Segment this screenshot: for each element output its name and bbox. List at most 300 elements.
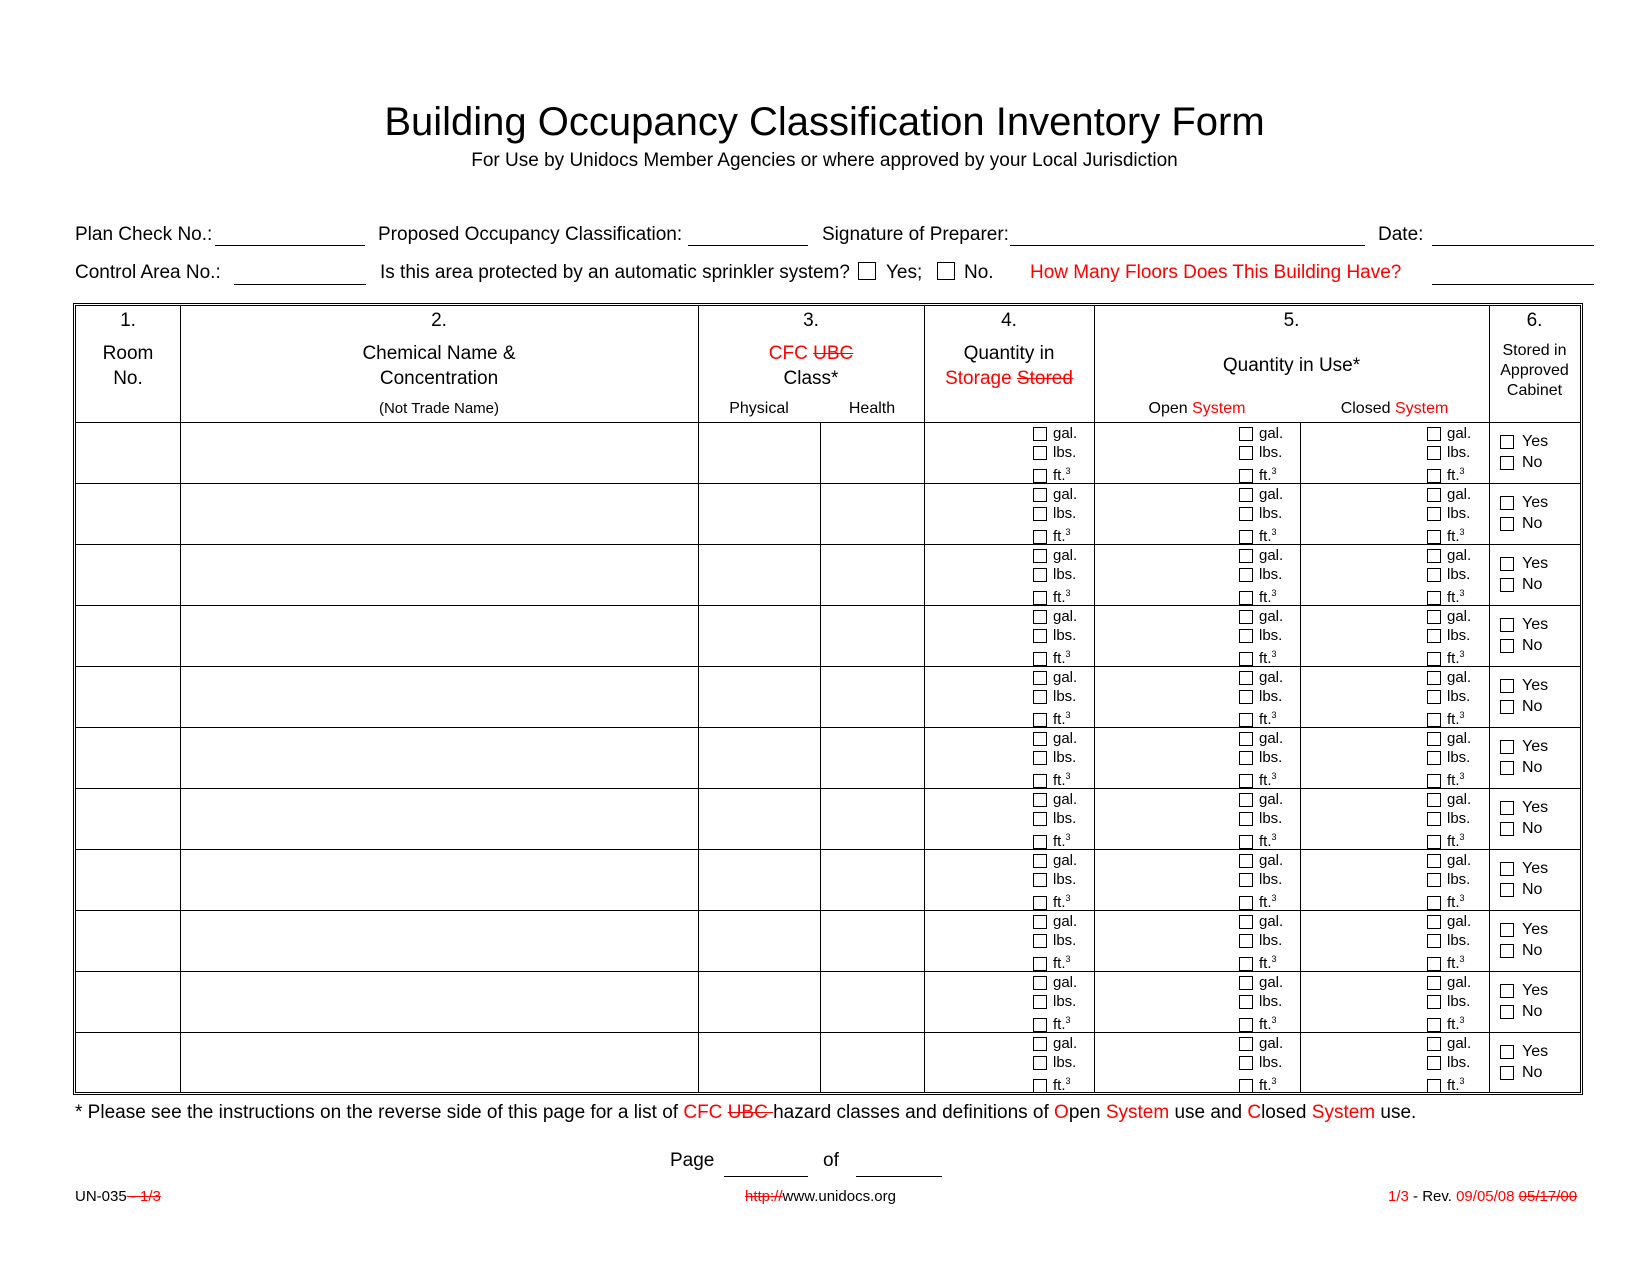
unit-checkbox-ft[interactable] <box>1239 835 1253 849</box>
unit-superscript: 3 <box>1065 466 1071 476</box>
col4-number: 4. <box>1001 310 1017 331</box>
unit-checkbox-lbs[interactable] <box>1239 446 1253 460</box>
health-class-cell[interactable] <box>820 789 924 848</box>
cabinet-yes-checkbox[interactable] <box>1500 801 1514 815</box>
room-cell[interactable] <box>76 423 180 482</box>
unit-checkbox-gal[interactable] <box>1239 610 1253 624</box>
unit-option-gal <box>1427 1034 1471 1053</box>
room-cell[interactable] <box>76 789 180 848</box>
unit-superscript: 3 <box>1065 832 1071 842</box>
unit-checkbox-ft[interactable] <box>1427 957 1441 971</box>
unit-option-lbs <box>1427 443 1471 462</box>
cabinet-no-checkbox[interactable] <box>1500 1005 1514 1019</box>
unit-option-ft <box>1427 706 1471 729</box>
unit-option-lbs <box>1033 809 1077 828</box>
unit-checkbox-lbs[interactable] <box>1239 690 1253 704</box>
col5-open: Open System <box>1148 400 1246 417</box>
cabinet-yes-checkbox[interactable] <box>1500 496 1514 510</box>
unit-superscript: 3 <box>1459 771 1465 781</box>
health-class-cell[interactable] <box>820 972 924 1031</box>
open-system-units <box>1239 912 1283 973</box>
unit-label-lbs: lbs. <box>1259 810 1283 827</box>
unit-checkbox-lbs[interactable] <box>1033 1056 1047 1070</box>
unit-checkbox-gal[interactable] <box>1033 671 1047 685</box>
proposed-occupancy-field[interactable] <box>688 245 808 246</box>
unit-label-ft: ft. <box>1053 467 1066 484</box>
room-cell[interactable] <box>76 484 180 543</box>
cabinet-yes-label: Yes <box>1522 616 1549 633</box>
open-system-units <box>1239 790 1283 851</box>
unit-option-ft <box>1033 1072 1077 1095</box>
unit-checkbox-lbs[interactable] <box>1033 934 1047 948</box>
unit-checkbox-gal[interactable] <box>1427 610 1441 624</box>
unit-superscript: 3 <box>1065 771 1071 781</box>
unit-checkbox-lbs[interactable] <box>1427 690 1441 704</box>
cabinet-no-checkbox[interactable] <box>1500 822 1514 836</box>
cabinet-no-checkbox[interactable] <box>1500 578 1514 592</box>
chemical-name-cell[interactable] <box>180 423 698 482</box>
unit-option-gal <box>1239 790 1283 809</box>
unit-checkbox-lbs[interactable] <box>1033 812 1047 826</box>
room-cell[interactable] <box>76 667 180 726</box>
unit-checkbox-lbs[interactable] <box>1427 629 1441 643</box>
page-total-field[interactable] <box>856 1176 942 1177</box>
cabinet-yes-no <box>1500 492 1548 534</box>
unit-checkbox-gal[interactable] <box>1427 732 1441 746</box>
unit-option-gal <box>1239 668 1283 687</box>
unit-checkbox-ft[interactable] <box>1033 530 1047 544</box>
cabinet-option-yes <box>1500 980 1548 1001</box>
col1-number: 1. <box>120 310 136 331</box>
unit-option-lbs <box>1427 1053 1471 1072</box>
chemical-name-cell[interactable] <box>180 606 698 665</box>
sprinkler-yes-checkbox[interactable] <box>858 262 876 280</box>
unit-checkbox-gal[interactable] <box>1033 854 1047 868</box>
cabinet-yes-checkbox[interactable] <box>1500 740 1514 754</box>
chemical-name-cell[interactable] <box>180 850 698 909</box>
unit-checkbox-ft[interactable] <box>1033 835 1047 849</box>
unit-checkbox-gal[interactable] <box>1239 976 1253 990</box>
chemical-name-cell[interactable] <box>180 728 698 787</box>
col2-note: (Not Trade Name) <box>378 400 500 417</box>
cabinet-no-checkbox[interactable] <box>1500 883 1514 897</box>
unit-checkbox-gal[interactable] <box>1033 549 1047 563</box>
signature-field[interactable] <box>1010 245 1365 246</box>
unit-option-ft <box>1239 767 1283 790</box>
col-divider <box>1094 306 1095 1092</box>
unit-label-gal: gal. <box>1447 852 1472 869</box>
cabinet-option-yes <box>1500 431 1548 452</box>
unit-option-ft <box>1239 706 1283 729</box>
unit-checkbox-gal[interactable] <box>1427 976 1441 990</box>
unit-label-ft: ft. <box>1053 1077 1066 1094</box>
unit-checkbox-gal[interactable] <box>1427 793 1441 807</box>
physical-class-cell[interactable] <box>698 606 820 665</box>
open-system-units <box>1239 485 1283 546</box>
room-cell[interactable] <box>76 545 180 604</box>
unit-checkbox-gal[interactable] <box>1427 427 1441 441</box>
unit-checkbox-lbs[interactable] <box>1239 995 1253 1009</box>
unit-checkbox-ft[interactable] <box>1239 1079 1253 1093</box>
unit-option-ft <box>1427 1072 1471 1095</box>
health-class-cell[interactable] <box>820 728 924 787</box>
unit-checkbox-gal[interactable] <box>1033 732 1047 746</box>
health-class-cell[interactable] <box>820 667 924 726</box>
physical-class-cell[interactable] <box>698 972 820 1031</box>
unit-superscript: 3 <box>1459 1015 1465 1025</box>
unit-label-lbs: lbs. <box>1447 993 1471 1010</box>
health-class-cell[interactable] <box>820 484 924 543</box>
unit-label-gal: gal. <box>1447 486 1472 503</box>
cabinet-yes-checkbox[interactable] <box>1500 435 1514 449</box>
unit-checkbox-ft[interactable] <box>1427 1079 1441 1093</box>
unit-option-ft <box>1427 828 1471 851</box>
unit-checkbox-gal[interactable] <box>1427 549 1441 563</box>
unit-checkbox-lbs[interactable] <box>1033 568 1047 582</box>
health-class-cell[interactable] <box>820 606 924 665</box>
unit-label-gal: gal. <box>1447 547 1472 564</box>
unit-checkbox-ft[interactable] <box>1427 591 1441 605</box>
cabinet-yes-checkbox[interactable] <box>1500 618 1514 632</box>
unit-label-gal: gal. <box>1447 913 1472 930</box>
plan-check-label: Plan Check No.: <box>75 224 213 245</box>
unit-checkbox-lbs[interactable] <box>1033 873 1047 887</box>
unit-superscript: 3 <box>1271 771 1277 781</box>
unit-label-gal: gal. <box>1259 547 1284 564</box>
unit-checkbox-lbs[interactable] <box>1427 995 1441 1009</box>
unit-option-gal <box>1427 607 1471 626</box>
chemical-name-cell[interactable] <box>180 972 698 1031</box>
unit-checkbox-ft[interactable] <box>1033 957 1047 971</box>
unit-checkbox-ft[interactable] <box>1033 774 1047 788</box>
open-system-units <box>1239 1034 1283 1095</box>
unit-checkbox-ft[interactable] <box>1033 652 1047 666</box>
plan-check-field[interactable] <box>215 245 365 246</box>
physical-class-cell[interactable] <box>698 545 820 604</box>
unit-checkbox-gal[interactable] <box>1427 915 1441 929</box>
unit-superscript: 3 <box>1271 649 1277 659</box>
sprinkler-question: Is this area protected by an automatic sprinkler system? <box>380 262 850 283</box>
unit-checkbox-lbs[interactable] <box>1033 629 1047 643</box>
unit-checkbox-lbs[interactable] <box>1427 873 1441 887</box>
cabinet-option-yes <box>1500 919 1548 940</box>
cabinet-yes-label: Yes <box>1522 799 1549 816</box>
cabinet-yes-checkbox[interactable] <box>1500 923 1514 937</box>
unit-label-lbs: lbs. <box>1053 1054 1077 1071</box>
health-class-cell[interactable] <box>820 545 924 604</box>
cabinet-yes-checkbox[interactable] <box>1500 862 1514 876</box>
unit-label-lbs: lbs. <box>1447 688 1471 705</box>
unit-checkbox-gal[interactable] <box>1033 610 1047 624</box>
room-cell[interactable] <box>76 1033 180 1092</box>
unit-option-lbs <box>1033 870 1077 889</box>
unit-checkbox-gal[interactable] <box>1239 793 1253 807</box>
cabinet-yes-no <box>1500 614 1548 656</box>
unit-checkbox-ft[interactable] <box>1239 1018 1253 1032</box>
physical-class-cell[interactable] <box>698 667 820 726</box>
unit-checkbox-gal[interactable] <box>1427 854 1441 868</box>
room-cell[interactable] <box>76 728 180 787</box>
col6-number: 6. <box>1526 310 1543 331</box>
cabinet-yes-label: Yes <box>1522 921 1549 938</box>
unit-superscript: 3 <box>1459 1076 1465 1086</box>
unit-checkbox-gal[interactable] <box>1239 1037 1253 1051</box>
health-class-cell[interactable] <box>820 423 924 482</box>
unit-option-gal <box>1033 1034 1077 1053</box>
col2-label: Chemical Name & Concentration <box>362 343 516 389</box>
unit-checkbox-ft[interactable] <box>1427 713 1441 727</box>
unit-option-lbs <box>1427 931 1471 950</box>
unit-checkbox-gal[interactable] <box>1033 427 1047 441</box>
unit-checkbox-ft[interactable] <box>1239 591 1253 605</box>
unit-checkbox-ft[interactable] <box>1033 1018 1047 1032</box>
unit-checkbox-gal[interactable] <box>1239 732 1253 746</box>
cabinet-yes-checkbox[interactable] <box>1500 679 1514 693</box>
sprinkler-no-checkbox[interactable] <box>937 262 955 280</box>
unit-label-lbs: lbs. <box>1053 749 1077 766</box>
cabinet-no-checkbox[interactable] <box>1500 761 1514 775</box>
unit-option-ft <box>1033 828 1077 851</box>
unit-label-gal: gal. <box>1053 669 1078 686</box>
unit-checkbox-ft[interactable] <box>1239 469 1253 483</box>
unit-label-gal: gal. <box>1053 974 1078 991</box>
unit-checkbox-ft[interactable] <box>1239 774 1253 788</box>
health-class-cell[interactable] <box>820 850 924 909</box>
unit-checkbox-lbs[interactable] <box>1239 934 1253 948</box>
unit-option-gal <box>1427 851 1471 870</box>
unit-checkbox-lbs[interactable] <box>1427 568 1441 582</box>
unit-label-lbs: lbs. <box>1447 749 1471 766</box>
cabinet-no-checkbox[interactable] <box>1500 517 1514 531</box>
physical-class-cell[interactable] <box>698 911 820 970</box>
unit-checkbox-ft[interactable] <box>1427 652 1441 666</box>
unit-label-gal: gal. <box>1259 425 1284 442</box>
unit-checkbox-gal[interactable] <box>1033 1037 1047 1051</box>
unit-checkbox-gal[interactable] <box>1239 427 1253 441</box>
unit-checkbox-lbs[interactable] <box>1033 751 1047 765</box>
cabinet-option-no <box>1500 635 1548 656</box>
unit-label-ft: ft. <box>1447 589 1460 606</box>
cabinet-option-no <box>1500 452 1548 473</box>
physical-class-cell[interactable] <box>698 850 820 909</box>
unit-label-lbs: lbs. <box>1053 505 1077 522</box>
physical-class-cell[interactable] <box>698 1033 820 1092</box>
unit-option-ft <box>1033 950 1077 973</box>
unit-checkbox-ft[interactable] <box>1033 1079 1047 1093</box>
unit-option-gal <box>1239 1034 1283 1053</box>
unit-checkbox-lbs[interactable] <box>1427 446 1441 460</box>
cabinet-yes-no <box>1500 858 1548 900</box>
unit-label-lbs: lbs. <box>1447 810 1471 827</box>
unit-checkbox-gal[interactable] <box>1239 488 1253 502</box>
col3-physical: Physical <box>729 400 789 417</box>
unit-option-lbs <box>1033 931 1077 950</box>
unit-checkbox-gal[interactable] <box>1427 671 1441 685</box>
chemical-name-cell[interactable] <box>180 545 698 604</box>
unit-superscript: 3 <box>1065 893 1071 903</box>
cabinet-option-no <box>1500 1062 1548 1083</box>
inventory-table <box>73 303 1583 1095</box>
unit-checkbox-lbs[interactable] <box>1239 507 1253 521</box>
unit-checkbox-lbs[interactable] <box>1033 507 1047 521</box>
unit-checkbox-lbs[interactable] <box>1239 629 1253 643</box>
unit-checkbox-gal[interactable] <box>1239 854 1253 868</box>
unit-checkbox-gal[interactable] <box>1427 488 1441 502</box>
unit-checkbox-lbs[interactable] <box>1033 690 1047 704</box>
unit-checkbox-gal[interactable] <box>1033 488 1047 502</box>
health-class-cell[interactable] <box>820 911 924 970</box>
unit-checkbox-ft[interactable] <box>1427 530 1441 544</box>
unit-label-gal: gal. <box>1447 1035 1472 1052</box>
unit-checkbox-gal[interactable] <box>1033 976 1047 990</box>
unit-superscript: 3 <box>1459 893 1465 903</box>
unit-label-gal: gal. <box>1447 974 1472 991</box>
open-system-units <box>1239 973 1283 1034</box>
col2-number: 2. <box>431 310 447 331</box>
date-field[interactable] <box>1432 245 1594 246</box>
unit-checkbox-ft[interactable] <box>1033 713 1047 727</box>
unit-option-ft <box>1239 462 1283 485</box>
unit-checkbox-lbs[interactable] <box>1427 1056 1441 1070</box>
unit-checkbox-lbs[interactable] <box>1033 446 1047 460</box>
cabinet-yes-checkbox[interactable] <box>1500 557 1514 571</box>
unit-checkbox-lbs[interactable] <box>1239 873 1253 887</box>
room-cell[interactable] <box>76 850 180 909</box>
unit-checkbox-gal[interactable] <box>1427 1037 1441 1051</box>
unit-checkbox-gal[interactable] <box>1033 793 1047 807</box>
unit-label-lbs: lbs. <box>1447 1054 1471 1071</box>
closed-system-units <box>1427 912 1471 973</box>
unit-checkbox-ft[interactable] <box>1427 469 1441 483</box>
cabinet-no-checkbox[interactable] <box>1500 944 1514 958</box>
unit-checkbox-ft[interactable] <box>1427 774 1441 788</box>
room-cell[interactable] <box>76 911 180 970</box>
physical-class-cell[interactable] <box>698 423 820 482</box>
unit-superscript: 3 <box>1459 710 1465 720</box>
unit-label-ft: ft. <box>1259 833 1272 850</box>
unit-option-gal <box>1239 424 1283 443</box>
physical-class-cell[interactable] <box>698 728 820 787</box>
unit-label-gal: gal. <box>1053 486 1078 503</box>
page-number-field[interactable] <box>724 1176 808 1177</box>
unit-checkbox-lbs[interactable] <box>1427 507 1441 521</box>
closed-system-units <box>1427 546 1471 607</box>
unit-checkbox-lbs[interactable] <box>1427 812 1441 826</box>
cabinet-yes-no <box>1500 1041 1548 1083</box>
unit-label-lbs: lbs. <box>1259 871 1283 888</box>
chemical-name-cell[interactable] <box>180 667 698 726</box>
unit-option-gal <box>1427 973 1471 992</box>
cabinet-no-checkbox[interactable] <box>1500 700 1514 714</box>
cabinet-yes-checkbox[interactable] <box>1500 1045 1514 1059</box>
col6-label: Stored in Approved Cabinet <box>1500 342 1569 399</box>
unit-checkbox-lbs[interactable] <box>1239 1056 1253 1070</box>
chemical-name-cell[interactable] <box>180 1033 698 1092</box>
unit-option-gal <box>1033 912 1077 931</box>
unit-label-lbs: lbs. <box>1053 932 1077 949</box>
unit-checkbox-lbs[interactable] <box>1033 995 1047 1009</box>
unit-checkbox-ft[interactable] <box>1427 835 1441 849</box>
chemical-name-cell[interactable] <box>180 484 698 543</box>
physical-class-cell[interactable] <box>698 789 820 848</box>
unit-option-lbs <box>1033 443 1077 462</box>
unit-label-lbs: lbs. <box>1053 810 1077 827</box>
unit-checkbox-ft[interactable] <box>1239 713 1253 727</box>
footnote: * Please see the instructions on the reverse side of this page for a list of CFC UBC hazard classes and definitions of Open System use and Closed System use. <box>75 1102 1417 1123</box>
unit-checkbox-ft[interactable] <box>1033 591 1047 605</box>
unit-checkbox-lbs[interactable] <box>1239 568 1253 582</box>
unit-checkbox-lbs[interactable] <box>1427 934 1441 948</box>
unit-checkbox-ft[interactable] <box>1239 896 1253 910</box>
cabinet-yes-checkbox[interactable] <box>1500 984 1514 998</box>
unit-checkbox-lbs[interactable] <box>1239 751 1253 765</box>
cabinet-yes-no <box>1500 553 1548 595</box>
unit-label-ft: ft. <box>1053 833 1066 850</box>
open-system-units <box>1239 668 1283 729</box>
form-code: UN-035 - 1/3 <box>75 1188 161 1205</box>
unit-label-gal: gal. <box>1447 791 1472 808</box>
unit-checkbox-ft[interactable] <box>1239 957 1253 971</box>
open-system-units <box>1239 546 1283 607</box>
storage-units <box>1033 424 1077 485</box>
unit-label-gal: gal. <box>1053 547 1078 564</box>
health-class-cell[interactable] <box>820 1033 924 1092</box>
room-cell[interactable] <box>76 972 180 1031</box>
unit-checkbox-gal[interactable] <box>1239 915 1253 929</box>
unit-checkbox-ft[interactable] <box>1033 896 1047 910</box>
cabinet-no-checkbox[interactable] <box>1500 639 1514 653</box>
control-area-field[interactable] <box>234 284 366 285</box>
unit-label-gal: gal. <box>1053 608 1078 625</box>
unit-option-ft <box>1427 523 1471 546</box>
unit-option-lbs <box>1033 748 1077 767</box>
unit-checkbox-ft[interactable] <box>1033 469 1047 483</box>
storage-units <box>1033 1034 1077 1095</box>
cabinet-yes-label: Yes <box>1522 433 1549 450</box>
unit-label-ft: ft. <box>1259 894 1272 911</box>
unit-checkbox-ft[interactable] <box>1239 530 1253 544</box>
unit-checkbox-ft[interactable] <box>1427 1018 1441 1032</box>
chemical-name-cell[interactable] <box>180 911 698 970</box>
unit-checkbox-ft[interactable] <box>1239 652 1253 666</box>
cabinet-no-checkbox[interactable] <box>1500 1066 1514 1080</box>
col1-label: Room No. <box>102 343 154 389</box>
floors-field[interactable] <box>1432 284 1594 285</box>
unit-option-lbs <box>1427 748 1471 767</box>
unit-label-lbs: lbs. <box>1259 566 1283 583</box>
room-cell[interactable] <box>76 606 180 665</box>
cabinet-no-checkbox[interactable] <box>1500 456 1514 470</box>
chemical-name-cell[interactable] <box>180 789 698 848</box>
unit-option-lbs <box>1239 626 1283 645</box>
unit-option-ft <box>1239 889 1283 912</box>
unit-checkbox-lbs[interactable] <box>1427 751 1441 765</box>
unit-checkbox-gal[interactable] <box>1239 549 1253 563</box>
unit-label-gal: gal. <box>1447 730 1472 747</box>
cabinet-option-no <box>1500 1001 1548 1022</box>
unit-checkbox-gal[interactable] <box>1033 915 1047 929</box>
unit-checkbox-lbs[interactable] <box>1239 812 1253 826</box>
unit-option-gal <box>1033 851 1077 870</box>
unit-checkbox-gal[interactable] <box>1239 671 1253 685</box>
physical-class-cell[interactable] <box>698 484 820 543</box>
cabinet-yes-label: Yes <box>1522 555 1549 572</box>
unit-label-gal: gal. <box>1447 669 1472 686</box>
unit-label-gal: gal. <box>1053 730 1078 747</box>
unit-checkbox-ft[interactable] <box>1427 896 1441 910</box>
col5-label: Quantity in Use* <box>1222 355 1361 376</box>
unit-superscript: 3 <box>1459 588 1465 598</box>
